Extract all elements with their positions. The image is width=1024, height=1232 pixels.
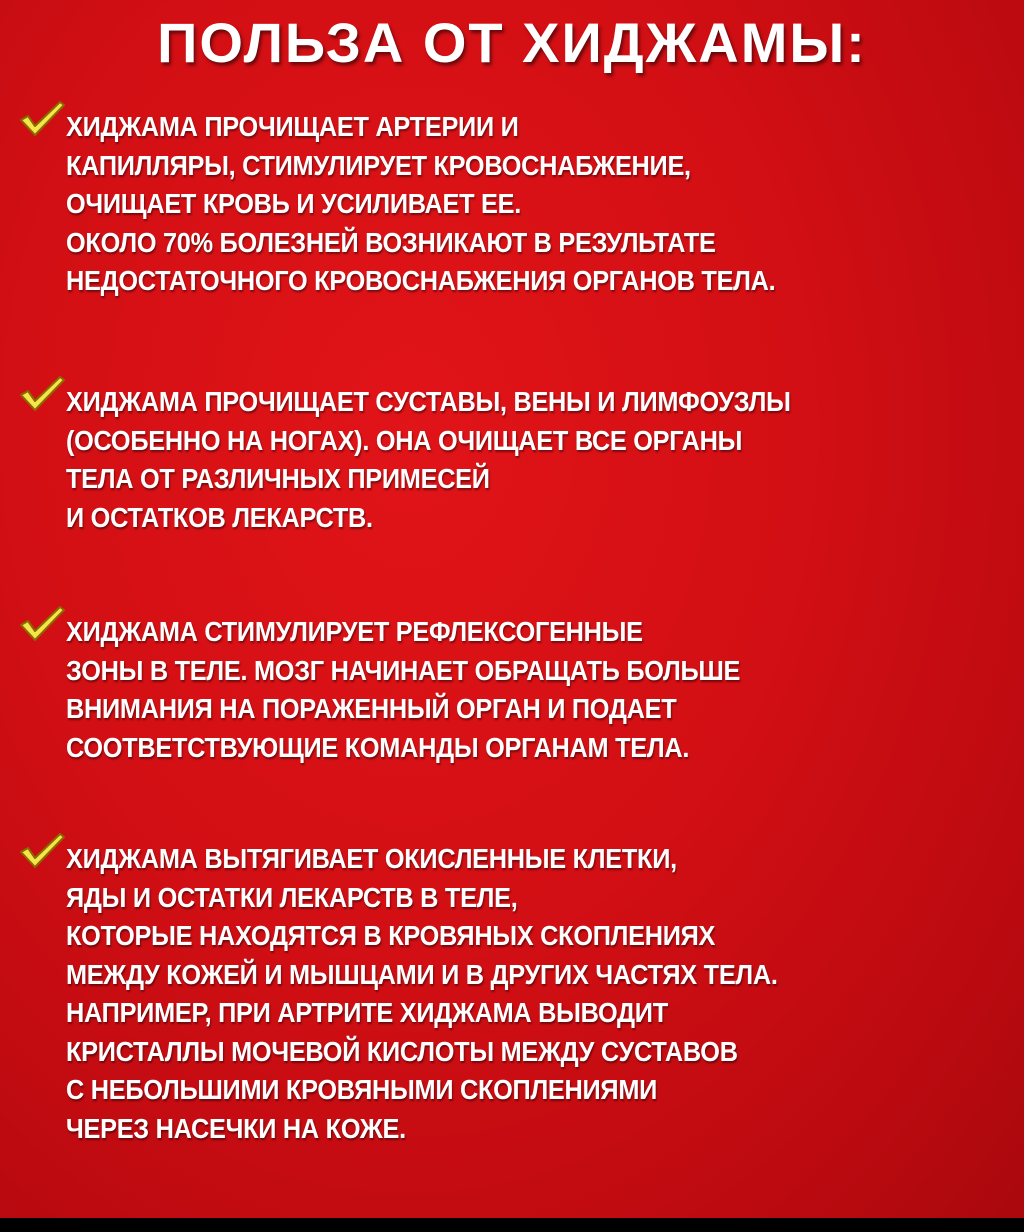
benefit-line: НЕДОСТАТОЧНОГО КРОВОСНАБЖЕНИЯ ОРГАНОВ ТЕЛА.	[66, 265, 776, 296]
benefit-line: СООТВЕТСТВУЮЩИЕ КОМАНДЫ ОРГАНАМ ТЕЛА.	[66, 731, 690, 763]
bottom-bar	[0, 1218, 1024, 1232]
benefit-line: ВНИМАНИЯ НА ПОРАЖЕННЫЙ ОРГАН И ПОДАЕТ	[66, 693, 677, 724]
benefit-item-2	[18, 383, 1024, 537]
checkmark-icon	[18, 373, 66, 413]
benefit-line: ОЧИЩАЕТ КРОВЬ И УСИЛИВАЕТ ЕЕ.	[66, 188, 521, 219]
benefit-line: КАПИЛЛЯРЫ, СТИМУЛИРУЕТ КРОВОСНАБЖЕНИЕ,	[66, 149, 691, 181]
benefit-line: ХИДЖАМА СТИМУЛИРУЕТ РЕФЛЕКСОГЕННЫЕ	[66, 616, 643, 647]
benefit-line: (ОСОБЕННО НА НОГАХ). ОНА ОЧИЩАЕТ ВСЕ ОРГАНЫ	[66, 424, 743, 456]
benefit-line: КРИСТАЛЛЫ МОЧЕВОЙ КИСЛОТЫ МЕЖДУ СУСТАВОВ	[66, 1035, 738, 1067]
benefit-line: КОТОРЫЕ НАХОДЯТСЯ В КРОВЯНЫХ СКОПЛЕНИЯХ	[66, 920, 716, 951]
benefit-text	[66, 383, 1024, 537]
benefit-item-4	[18, 840, 1024, 1148]
benefit-text	[66, 613, 1024, 767]
benefit-line: ЯДЫ И ОСТАТКИ ЛЕКАРСТВ В ТЕЛЕ,	[66, 881, 518, 913]
page-title: ПОЛЬЗА ОТ ХИДЖАМЫ:	[157, 11, 867, 74]
benefit-line: ХИДЖАМА ВЫТЯГИВАЕТ ОКИСЛЕННЫЕ КЛЕТКИ,	[66, 843, 677, 874]
benefit-line: ОКОЛО 70% БОЛЕЗНЕЙ ВОЗНИКАЮТ В РЕЗУЛЬТАТЕ	[66, 226, 716, 258]
benefit-line: ЧЕРЕЗ НАСЕЧКИ НА КОЖЕ.	[66, 1112, 406, 1144]
benefit-line: МЕЖДУ КОЖЕЙ И МЫШЦАМИ И В ДРУГИХ ЧАСТЯХ ТЕЛА.	[66, 958, 778, 990]
benefit-line: НАПРИМЕР, ПРИ АРТРИТЕ ХИДЖАМА ВЫВОДИТ	[66, 997, 668, 1028]
benefit-line: ТЕЛА ОТ РАЗЛИЧНЫХ ПРИМЕСЕЙ	[66, 463, 490, 494]
benefit-line: ХИДЖАМА ПРОЧИЩАЕТ СУСТАВЫ, ВЕНЫ И ЛИМФОУЗЛЫ	[66, 386, 791, 417]
checkmark-icon	[18, 830, 66, 870]
benefit-text	[66, 108, 1024, 301]
benefit-line: ЗОНЫ В ТЕЛЕ. МОЗГ НАЧИНАЕТ ОБРАЩАТЬ БОЛЬШЕ	[66, 654, 741, 686]
benefit-item-3	[18, 613, 1024, 767]
benefit-line: С НЕБОЛЬШИМИ КРОВЯНЫМИ СКОПЛЕНИЯМИ	[66, 1074, 658, 1105]
benefit-text	[66, 840, 1024, 1148]
benefit-item-1	[18, 108, 1024, 301]
checkmark-icon	[18, 603, 66, 643]
checkmark-icon	[18, 98, 66, 138]
benefit-line: ХИДЖАМА ПРОЧИЩАЕТ АРТЕРИИ И	[66, 111, 519, 142]
benefit-line: И ОСТАТКОВ ЛЕКАРСТВ.	[66, 501, 373, 533]
